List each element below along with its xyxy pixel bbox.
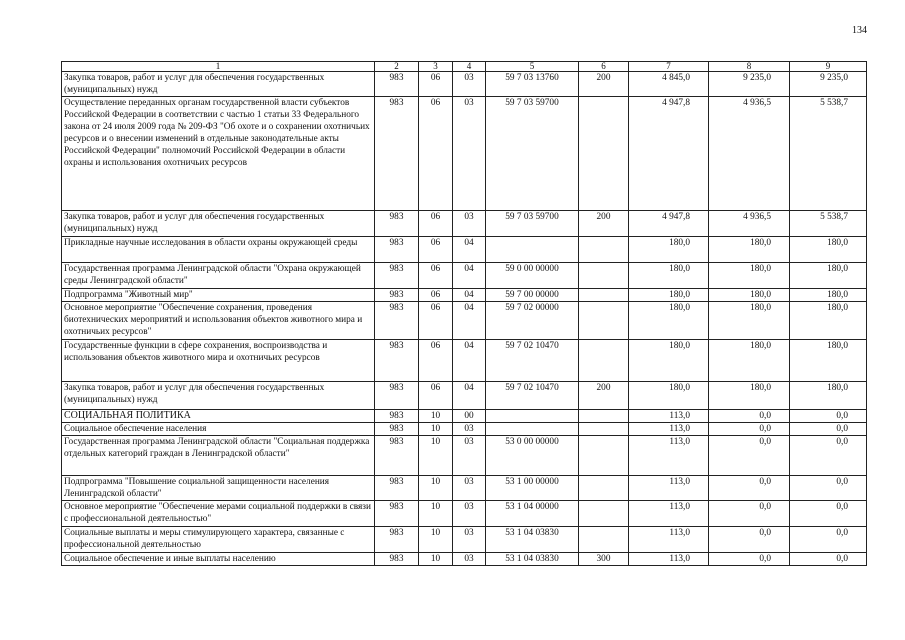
amount-year-1: 180,0 [629, 340, 709, 382]
amount-year-1: 113,0 [629, 553, 709, 566]
expense-type [579, 237, 629, 263]
target-article: 59 7 03 59700 [486, 211, 579, 237]
expense-type [579, 97, 629, 211]
code-ministry: 983 [375, 340, 419, 382]
code-ministry: 983 [375, 289, 419, 302]
code-subsection: 03 [453, 423, 486, 436]
expense-type [579, 476, 629, 501]
row-name: Осуществление переданных органам государственной власти субъектов Российской Федерации в соответствии с частью 1 статьи 33 Федерального закона от 24 июля 2009 года № 209-ФЗ "Об охоте и о сохранении охотничьих ресурсов и о внесении изменений в отдельные законодательные акты Российской Федерации" полномочий Российской Федерации в области охраны и использования охотничьих ресурсов [62, 97, 375, 211]
expense-type [579, 302, 629, 340]
amount-year-3: 0,0 [790, 527, 867, 553]
code-subsection: 04 [453, 263, 486, 289]
code-section: 06 [419, 289, 453, 302]
row-name: Социальное обеспечение населения [62, 423, 375, 436]
target-article: 53 1 04 03830 [486, 553, 579, 566]
code-ministry: 983 [375, 436, 419, 476]
code-ministry: 983 [375, 97, 419, 211]
target-article: 59 7 02 10470 [486, 382, 579, 410]
row-name: Основное мероприятие "Обеспечение сохранения, проведения биотехнических мероприятий и использования объектов животного мира и охотничьих ресурсов" [62, 302, 375, 340]
expense-type [579, 436, 629, 476]
target-article [486, 423, 579, 436]
table-row [62, 501, 867, 527]
amount-year-3: 0,0 [790, 436, 867, 476]
amount-year-3: 180,0 [790, 340, 867, 382]
code-ministry: 983 [375, 501, 419, 527]
amount-year-2: 0,0 [709, 553, 790, 566]
code-subsection: 03 [453, 553, 486, 566]
amount-year-3: 5 538,7 [790, 211, 867, 237]
amount-year-1: 113,0 [629, 423, 709, 436]
table-header-row [62, 62, 867, 72]
amount-year-3: 5 538,7 [790, 97, 867, 211]
amount-year-1: 180,0 [629, 302, 709, 340]
code-section: 10 [419, 410, 453, 423]
amount-year-2: 180,0 [709, 237, 790, 263]
row-name: Основное мероприятие "Обеспечение мерами социальной поддержки в связи с профессиональной деятельностью" [62, 501, 375, 527]
code-ministry: 983 [375, 527, 419, 553]
amount-year-3: 0,0 [790, 410, 867, 423]
table-row [62, 237, 867, 263]
code-section: 10 [419, 436, 453, 476]
amount-year-2: 0,0 [709, 501, 790, 527]
amount-year-3: 0,0 [790, 423, 867, 436]
target-article: 59 7 03 13760 [486, 72, 579, 97]
code-section: 06 [419, 237, 453, 263]
target-article: 59 7 02 00000 [486, 302, 579, 340]
amount-year-1: 4 845,0 [629, 72, 709, 97]
code-subsection: 03 [453, 476, 486, 501]
expense-type: 300 [579, 553, 629, 566]
column-header: 2 [375, 62, 419, 72]
table-row [62, 527, 867, 553]
code-section: 06 [419, 302, 453, 340]
table-row [62, 72, 867, 97]
table-row [62, 289, 867, 302]
table-row [62, 423, 867, 436]
row-name: Подпрограмма "Повышение социальной защищенности населения Ленинградской области" [62, 476, 375, 501]
code-section: 10 [419, 527, 453, 553]
amount-year-2: 180,0 [709, 382, 790, 410]
code-subsection: 03 [453, 527, 486, 553]
expense-type: 200 [579, 382, 629, 410]
code-section: 10 [419, 476, 453, 501]
amount-year-2: 180,0 [709, 340, 790, 382]
expense-type [579, 410, 629, 423]
amount-year-2: 4 936,5 [709, 211, 790, 237]
code-section: 10 [419, 501, 453, 527]
code-ministry: 983 [375, 410, 419, 423]
amount-year-1: 113,0 [629, 436, 709, 476]
amount-year-1: 113,0 [629, 476, 709, 501]
amount-year-1: 113,0 [629, 410, 709, 423]
code-ministry: 983 [375, 211, 419, 237]
expense-type [579, 423, 629, 436]
amount-year-1: 180,0 [629, 289, 709, 302]
row-name: Социальное обеспечение и иные выплаты населению [62, 553, 375, 566]
amount-year-1: 4 947,8 [629, 211, 709, 237]
page-number: 134 [852, 25, 867, 36]
amount-year-2: 0,0 [709, 476, 790, 501]
amount-year-2: 0,0 [709, 436, 790, 476]
table-row [62, 382, 867, 410]
code-section: 06 [419, 211, 453, 237]
code-subsection: 00 [453, 410, 486, 423]
expense-type [579, 501, 629, 527]
amount-year-1: 180,0 [629, 382, 709, 410]
row-name: Прикладные научные исследования в области охраны окружающей среды [62, 237, 375, 263]
code-subsection: 03 [453, 97, 486, 211]
amount-year-2: 0,0 [709, 423, 790, 436]
budget-table [61, 61, 867, 566]
code-section: 06 [419, 382, 453, 410]
amount-year-3: 180,0 [790, 263, 867, 289]
expense-type: 200 [579, 72, 629, 97]
target-article [486, 410, 579, 423]
table-row [62, 263, 867, 289]
table-row [62, 340, 867, 382]
code-subsection: 04 [453, 382, 486, 410]
amount-year-3: 180,0 [790, 302, 867, 340]
column-header: 4 [453, 62, 486, 72]
row-name: Государственная программа Ленинградской области "Охрана окружающей среды Ленинградской области" [62, 263, 375, 289]
code-ministry: 983 [375, 476, 419, 501]
code-section: 06 [419, 263, 453, 289]
row-name: Государственная программа Ленинградской области "Социальная поддержка отдельных категорий граждан в Ленинградской области" [62, 436, 375, 476]
table-row [62, 410, 867, 423]
column-header: 6 [579, 62, 629, 72]
code-subsection: 04 [453, 302, 486, 340]
target-article: 59 0 00 00000 [486, 263, 579, 289]
code-section: 10 [419, 553, 453, 566]
amount-year-1: 113,0 [629, 501, 709, 527]
table-row [62, 436, 867, 476]
table-row [62, 553, 867, 566]
expense-type [579, 289, 629, 302]
column-header: 5 [486, 62, 579, 72]
code-section: 06 [419, 340, 453, 382]
code-ministry: 983 [375, 553, 419, 566]
row-name: Подпрограмма "Животный мир" [62, 289, 375, 302]
row-name: Закупка товаров, работ и услуг для обеспечения государственных (муниципальных) нужд [62, 382, 375, 410]
row-name: Социальные выплаты и меры стимулирующего характера, связанные с профессиональной деятельностью [62, 527, 375, 553]
expense-type [579, 340, 629, 382]
amount-year-1: 113,0 [629, 527, 709, 553]
target-article: 53 1 04 03830 [486, 527, 579, 553]
amount-year-3: 180,0 [790, 237, 867, 263]
expense-type: 200 [579, 211, 629, 237]
target-article: 53 0 00 00000 [486, 436, 579, 476]
target-article [486, 237, 579, 263]
column-header: 9 [790, 62, 867, 72]
target-article: 59 7 02 10470 [486, 340, 579, 382]
table-row [62, 97, 867, 211]
code-ministry: 983 [375, 302, 419, 340]
amount-year-3: 180,0 [790, 289, 867, 302]
amount-year-2: 4 936,5 [709, 97, 790, 211]
amount-year-3: 9 235,0 [790, 72, 867, 97]
code-subsection: 03 [453, 211, 486, 237]
amount-year-3: 0,0 [790, 476, 867, 501]
amount-year-2: 180,0 [709, 302, 790, 340]
code-ministry: 983 [375, 237, 419, 263]
code-section: 10 [419, 423, 453, 436]
table-row [62, 476, 867, 501]
code-subsection: 04 [453, 289, 486, 302]
code-ministry: 983 [375, 72, 419, 97]
code-section: 06 [419, 72, 453, 97]
amount-year-2: 9 235,0 [709, 72, 790, 97]
column-header: 8 [709, 62, 790, 72]
code-subsection: 04 [453, 340, 486, 382]
amount-year-3: 0,0 [790, 501, 867, 527]
row-name: Государственные функции в сфере сохранения, воспроизводства и использования объектов животного мира и охотничьих ресурсов [62, 340, 375, 382]
target-article: 53 1 04 00000 [486, 501, 579, 527]
amount-year-2: 180,0 [709, 263, 790, 289]
code-ministry: 983 [375, 382, 419, 410]
code-subsection: 03 [453, 72, 486, 97]
section-name: СОЦИАЛЬНАЯ ПОЛИТИКА [62, 410, 375, 423]
table-row [62, 211, 867, 237]
amount-year-1: 180,0 [629, 263, 709, 289]
amount-year-3: 0,0 [790, 553, 867, 566]
amount-year-2: 0,0 [709, 527, 790, 553]
code-subsection: 04 [453, 237, 486, 263]
expense-type [579, 263, 629, 289]
code-section: 06 [419, 97, 453, 211]
row-name: Закупка товаров, работ и услуг для обеспечения государственных (муниципальных) нужд [62, 72, 375, 97]
amount-year-1: 180,0 [629, 237, 709, 263]
expense-type [579, 527, 629, 553]
column-header: 1 [62, 62, 375, 72]
column-header: 3 [419, 62, 453, 72]
code-subsection: 03 [453, 436, 486, 476]
code-ministry: 983 [375, 263, 419, 289]
amount-year-2: 180,0 [709, 289, 790, 302]
row-name: Закупка товаров, работ и услуг для обеспечения государственных (муниципальных) нужд [62, 211, 375, 237]
column-header: 7 [629, 62, 709, 72]
target-article: 59 7 03 59700 [486, 97, 579, 211]
target-article: 53 1 00 00000 [486, 476, 579, 501]
target-article: 59 7 00 00000 [486, 289, 579, 302]
code-ministry: 983 [375, 423, 419, 436]
table-row [62, 302, 867, 340]
amount-year-2: 0,0 [709, 410, 790, 423]
amount-year-1: 4 947,8 [629, 97, 709, 211]
code-subsection: 03 [453, 501, 486, 527]
amount-year-3: 180,0 [790, 382, 867, 410]
